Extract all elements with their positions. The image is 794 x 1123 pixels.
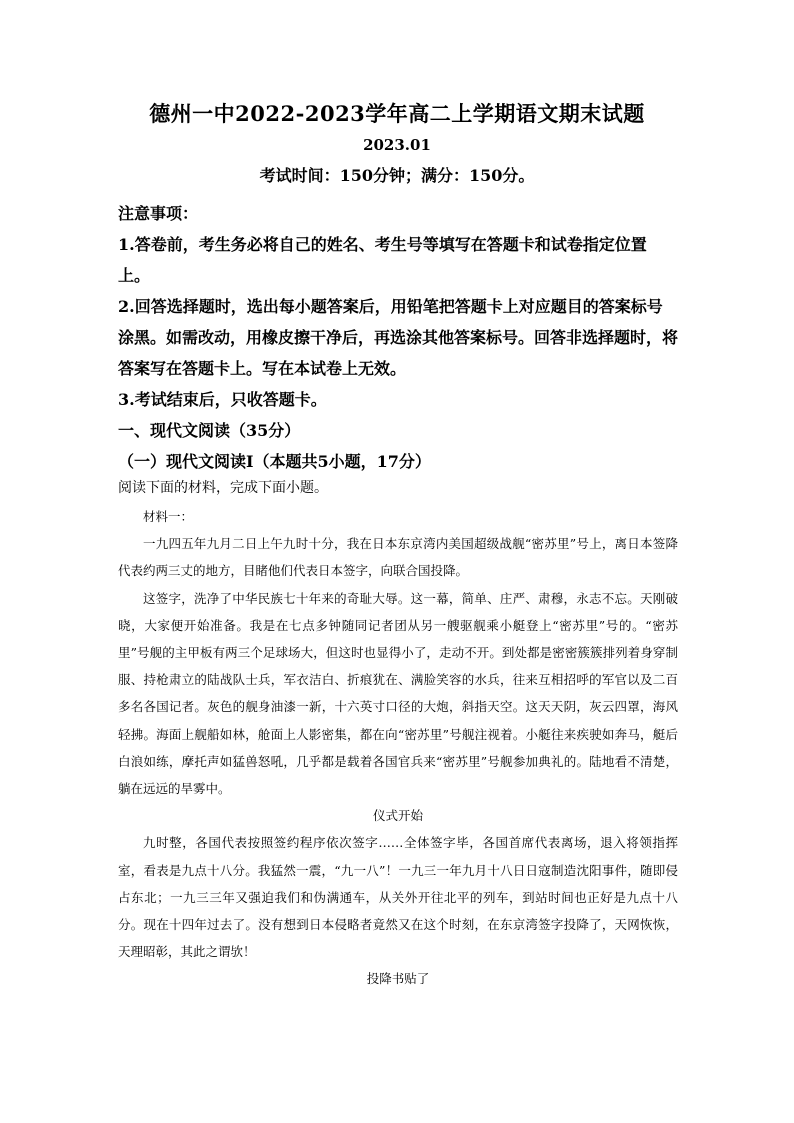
article-paragraph: 这签字，洗净了中华民族七十年来的奇耻大辱。这一幕，简单、庄严、肃穆，永志不忘。天刚破晓，大家便开始准备。我是在七点多钟随同记者团从另一艘驱舰乘小艇登上“密苏里”号的。“密苏里”号舰的主甲板有两三个足球场大，但这时也显得小了，走动不开。到处都是密密簇簇排列着身穿制服、持枪肃立的陆战队士兵，军衣洁白、折痕犹在、满脸笑容的水兵，往来互相招呼的军官以及二百多名各国记者。灰色的舰身油漆一新，十六英寸口径的大炮，斜指天空。这天天阴，灰云四罩，海风轻拂。海面上舰船如林，舱面上人影密集，都在向“密苏里”号舰注视着。小艇往来疾驶如奔马，艇后白浪如练，摩托声如猛兽怒吼，几乎都是载着各国官兵来“密苏里”号舰参加典礼的。陆地看不清楚，躺在远远的旱雾中。 — [118, 590, 678, 797]
article-paragraph: 一九四五年九月二日上午九时十分，我在日本东京湾内美国超级战舰“密苏里”号上，离日本签降代表约两三丈的地方，目睹他们代表日本签字，向联合国投降。 — [118, 536, 678, 579]
notes-item: 2.回答选择题时，选出每小题答案后，用铅笔把答题卡上对应题目的答案标号涂黑。如需改动，用橡皮擦干净后，再选涂其他答案标号。回答非选择题时，将答案写在答题卡上。写在本试卷上无效。 — [118, 297, 679, 378]
article-paragraph: 九时整，各国代表按照签约程序依次签字……全体签字毕，各国首席代表离场，退入将领指挥室，看表是九点十八分。我猛然一震，“九一八”！一九三一年九月十八日日寇制造沈阳事件，随即侵占东北；一九三三年又强迫我们和伪满通车，从关外开往北平的列车，到站时间也正好是九点十八分。现在十四年过去了。没有想到日本侵略者竟然又在这个时刻，在东京湾签字投降了，天网恢恢，天理昭彰，其此之谓欤！ — [118, 835, 678, 960]
exam-info: 考试时间：150分钟；满分：150分。 — [259, 166, 535, 185]
article-subheading: 仪式开始 — [372, 808, 423, 824]
reading-instruction: 阅读下面的材料，完成下面小题。 — [118, 479, 328, 495]
notes-item: 3.考试结束后，只收答题卡。 — [118, 390, 327, 409]
notes-item: 1.答卷前，考生务必将自己的姓名、考生号等填写在答题卡和试卷指定位置上。 — [118, 235, 647, 285]
notes-block — [118, 198, 678, 477]
material-label: 材料一： — [143, 509, 194, 524]
section-heading: 一、现代文阅读（35分） — [118, 421, 301, 440]
reading-material — [118, 503, 678, 993]
exam-title: 德州一中2022-2023学年高二上学期语文期末试题 — [149, 101, 645, 126]
article-subheading: 投降书贴了 — [366, 971, 430, 987]
notes-heading: 注意事项： — [118, 204, 199, 223]
subsection-heading: （一）现代文阅读Ⅰ（本题共5小题，17分） — [118, 452, 431, 471]
exam-date: 2023.01 — [363, 136, 431, 154]
